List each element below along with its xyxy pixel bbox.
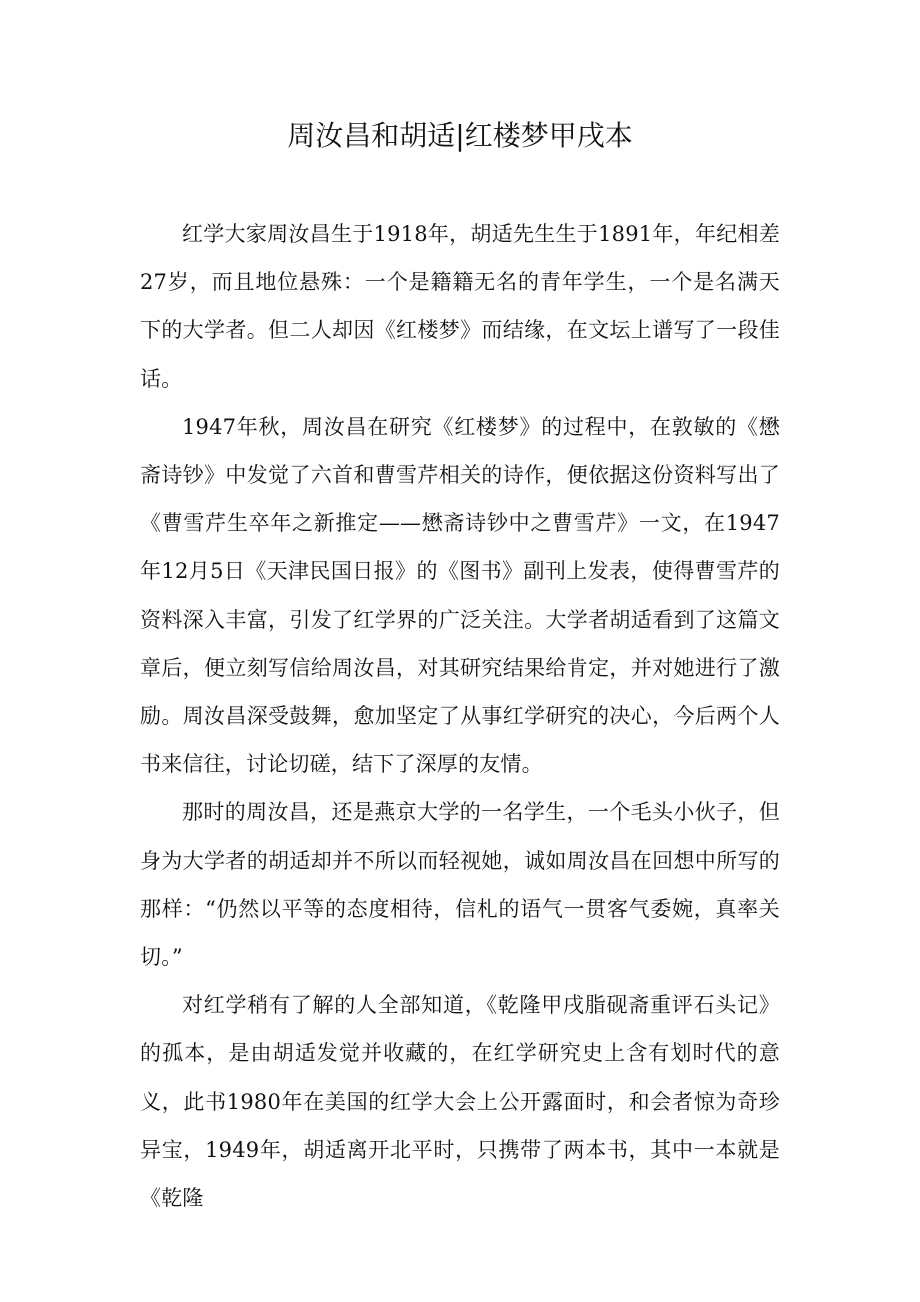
- paragraph-4: 对红学稍有了解的人全部知道，《乾隆甲戌脂砚斋重评石头记》的孤本，是由胡适发觉并收藏的，在红学研究史上含有划时代的意义，此书1980年在美国的红学大会上公开露面时，和会者惊为奇珍异宝，1949年，胡适离开北平时，只携带了两本书，其中一本就是《乾隆: [140, 993, 780, 1211]
- paragraph-3: 那时的周汝昌，还是燕京大学的一名学生，一个毛头小伙子，但身为大学者的胡适却并不所以而轻视她，诚如周汝昌在回想中所写的那样：“仍然以平等的态度相待，信札的语气一贯客气委婉，真率关切。”: [140, 800, 780, 970]
- paragraph-2: 1947年秋，周汝昌在研究《红楼梦》的过程中，在敦敏的《懋斋诗钞》中发觉了六首和曹雪芹相关的诗作，便依据这份资料写出了《曹雪芹生卒年之新推定——懋斋诗钞中之曹雪芹》一文，在1947年12月5日《天津民国日报》的《图书》副刊上发表，使得曹雪芹的资料深入丰富，引发了红学界的广泛关注。大学者胡适看到了这篇文章后，便立刻写信给周汝昌，对其研究结果给肯定，并对她进行了激励。周汝昌深受鼓舞，愈加坚定了从事红学研究的决心，今后两个人书来信往，讨论切磋，结下了深厚的友情。: [140, 414, 780, 777]
- paragraph-1: 红学大家周汝昌生于1918年，胡适先生生于1891年，年纪相差27岁，而且地位悬殊：一个是籍籍无名的青年学生，一个是名满天下的大学者。但二人却因《红楼梦》而结缘，在文坛上谱写了一段佳话。: [140, 222, 780, 391]
- document-title: 周汝昌和胡适|红楼梦甲戌本: [287, 119, 633, 152]
- document-body: [140, 210, 780, 1222]
